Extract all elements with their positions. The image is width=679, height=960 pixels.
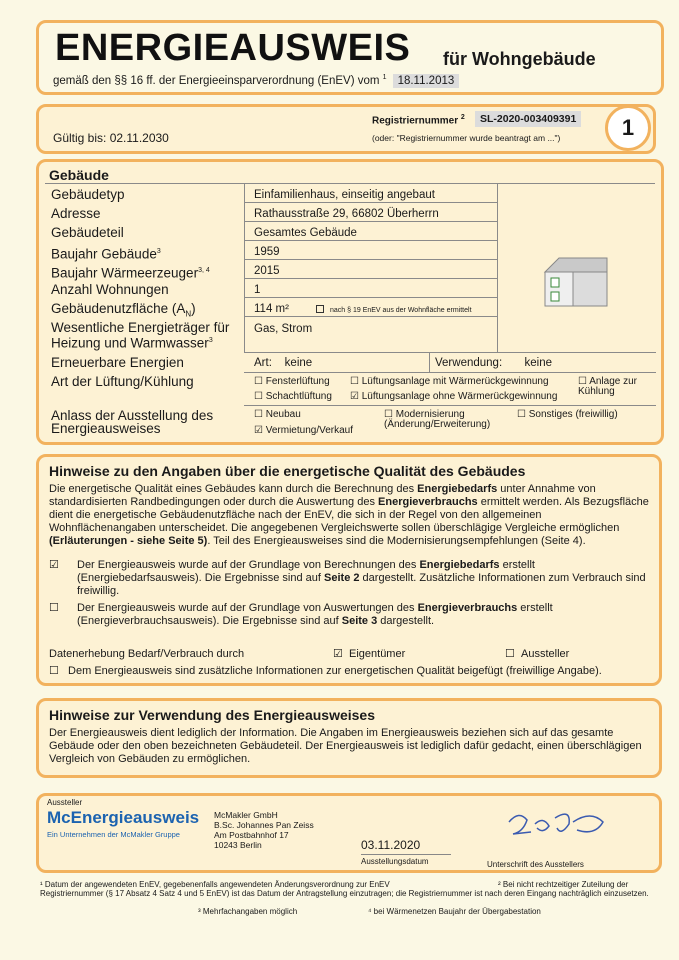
consumption-check[interactable]: ☐ (49, 602, 59, 614)
house-icon (537, 254, 612, 309)
value-heater-year: 2015 (254, 265, 280, 277)
value-construction-year: 1959 (254, 246, 280, 258)
building-heading: Gebäude (49, 167, 109, 183)
label-construction-year: Baujahr Gebäude$^3$ (51, 246, 161, 262)
option-rental-sale[interactable]: ☑ Vermietung/Verkauf (254, 425, 354, 436)
area-note: nach § 19 EnEV aus der Wohnfläche ermittelt (316, 305, 472, 316)
valid-until: Gültig bis: 02.11.2030 (53, 131, 169, 145)
label-building-part: Gebäudeteil (51, 225, 124, 240)
option-window-ventilation[interactable]: ☐ Fensterlüftung (254, 376, 330, 387)
issuer-logo-sub: Ein Unternehmen der McMakler Gruppe (47, 830, 180, 839)
usage-heading: Hinweise zur Verwendung des Energieausweises (49, 707, 376, 723)
issuer-option[interactable]: ☐ Aussteller (505, 648, 570, 660)
value-building-part: Gesamtes Gebäude (254, 227, 357, 239)
usage-text: Der Energieausweis dient lediglich der Information. Die Angaben im Energieausweis beziehen sich auf das gesamte Gebäude oder den oben bezeichneten Gebäudeteil. Der Energieausweis ist lediglich dafür gedacht, einen überschlägigen Vergleich von Gebäuden zu ermöglichen. (49, 727, 642, 765)
registration-label: Registriernummer $^2$ (372, 114, 465, 127)
building-panel (36, 159, 664, 445)
label-usable-area: Gebäudenutzfläche $(A_N)$ (51, 301, 196, 319)
owner-option[interactable]: ☑ Eigentümer (333, 648, 406, 660)
option-shaft-ventilation[interactable]: ☐ Schachtlüftung (254, 391, 332, 402)
usage-panel (36, 698, 662, 778)
label-heater-year: Baujahr Wärmeerzeuger$^{3, 4}$ (51, 265, 210, 281)
label-renewable: Erneuerbare Energien (51, 355, 184, 370)
registration-note: (oder: "Registriernummer wurde beantragt am ...") (372, 133, 561, 143)
footnote-3: ³ Mehrfachangaben möglich (198, 907, 298, 916)
label-building-type: Gebäudetyp (51, 187, 125, 202)
option-other[interactable]: ☐ Sonstiges (freiwillig) (517, 409, 618, 420)
label-apartment-count: Anzahl Wohnungen (51, 282, 169, 297)
option-ventilation-without-recovery[interactable]: ☑ Lüftungsanlage ohne Wärmerückgewinnung (350, 391, 558, 402)
title-panel (36, 20, 664, 95)
consumption-option: Der Energieausweis wurde auf der Grundlage von Auswertungen des Energieverbrauchs erstellt (Energieverbrauchsausweis). Die Ergebnisse sind auf Seite 3 dargestellt. (77, 602, 553, 627)
signature (499, 802, 614, 847)
registration-panel (36, 104, 656, 154)
demand-option: Der Energieausweis wurde auf der Grundlage von Berechnungen des Energiebedarfs erstellt (Energiebedarfsausweis). Die Ergebnisse sind auf Seite 2 dargestellt. Zusätzliche Informationen zum Verbrauch sind freiwillig. (77, 559, 646, 597)
document-title: ENERGIEAUSWEIS (55, 27, 411, 69)
issuer-logo: McEnergieausweis (47, 808, 200, 827)
option-new-building[interactable]: ☐ Neubau (254, 409, 301, 420)
label-address: Adresse (51, 206, 101, 221)
option-ventilation-with-recovery[interactable]: ☐ Lüftungsanlage mit Wärmerückgewinnung (350, 376, 549, 387)
regulation-date: 18.11.2013 (393, 74, 460, 88)
issue-date: 03.11.2020 (361, 838, 421, 852)
value-apartment-count: 1 (254, 284, 261, 296)
quality-hints-intro: Die energetische Qualität eines Gebäudes kann durch die Berechnung des Energiebedarfs unter Annahme von standardisierten Randbedingungen oder durch die Auswertung des Energieverbrauchs ermittelt werden. Als Bezugsfläche dient die energetische Gebäudenutzfläche nach der EnEV, die sich in der Regel von den allgemeinen Wohnflächenangaben unterscheidet. Die angegebenen Vergleichswerte sollen überschlägige Vergleiche ermöglichen (Erläuterungen - siehe Seite 5). Teil des Energieausweises sind die Modernisierungsempfehlungen (Seite 4). (49, 483, 649, 547)
issuer-panel (36, 793, 662, 873)
footnote-2: ² Bei nicht rechtzeitiger Zuteilung der (498, 880, 629, 889)
option-modernisation[interactable]: ☐ Modernisierung (Änderung/Erweiterung) (384, 409, 491, 430)
issuer-label: Aussteller (47, 798, 83, 807)
regulation-line: gemäß den §§ 16 ff. der Energieeinsparverordnung (EnEV) vom $^1$ 18.11.2013 (53, 74, 459, 88)
footnote-1: ¹ Datum der angewendeten EnEV, gegebenenfalls angewendeten Änderungsverordnung zur EnEV (40, 880, 390, 889)
registration-number: SL-2020-003409391 (475, 111, 581, 127)
extra-info-option[interactable]: ☐ Dem Energieausweis sind zusätzliche Informationen zur energetischen Qualität beigefügt (freiwillige Angabe). (49, 665, 602, 677)
data-collection-label: Datenerhebung Bedarf/Verbrauch durch (49, 648, 245, 660)
page-number: 1 (605, 105, 651, 151)
issuer-address: McMakler GmbH B.Sc. Johannes Pan Zeiss Am Postbahnhof 17 10243 Berlin (214, 810, 314, 850)
renewable-type: Art: keine (254, 357, 313, 369)
footnote-4: ⁴ bei Wärmenetzen Baujahr der Übergabestation (368, 907, 541, 916)
label-ventilation: Art der Lüftung/Kühlung (51, 374, 194, 389)
document-subtitle: für Wohngebäude (443, 49, 596, 69)
renewable-usage: Verwendung: keine (435, 357, 553, 369)
footnote-1-cont: Registriernummer (§ 17 Absatz 4 Satz 4 und 5 EnEV) ist das Datum der Antragstellung einzutragen; die Registriernummer ist nach deren Eingang nachträglich einzusetzen. (40, 889, 649, 898)
demand-check[interactable]: ☑ (49, 559, 59, 571)
label-occasion: Anlass der Ausstellung des Energieausweises (51, 408, 214, 436)
issue-date-label: Ausstellungsdatum (361, 854, 451, 866)
value-usable-area: 114 m² (254, 303, 289, 315)
signature-label: Unterschrift des Ausstellers (487, 860, 584, 869)
quality-hints-heading: Hinweise zu den Angaben über die energetische Qualität des Gebäudes (49, 463, 526, 479)
label-energy-carriers: Wesentliche Energieträger für Heizung und Warmwasser$^3$ (51, 320, 230, 351)
option-cooling[interactable]: ☐ Anlage zur Kühlung (578, 376, 638, 397)
value-energy-carriers: Gas, Strom (254, 323, 313, 335)
value-address: Rathausstraße 29, 66802 Überherrn (254, 208, 439, 220)
quality-hints-panel (36, 454, 662, 686)
value-building-type: Einfamilienhaus, einseitig angebaut (254, 189, 435, 201)
